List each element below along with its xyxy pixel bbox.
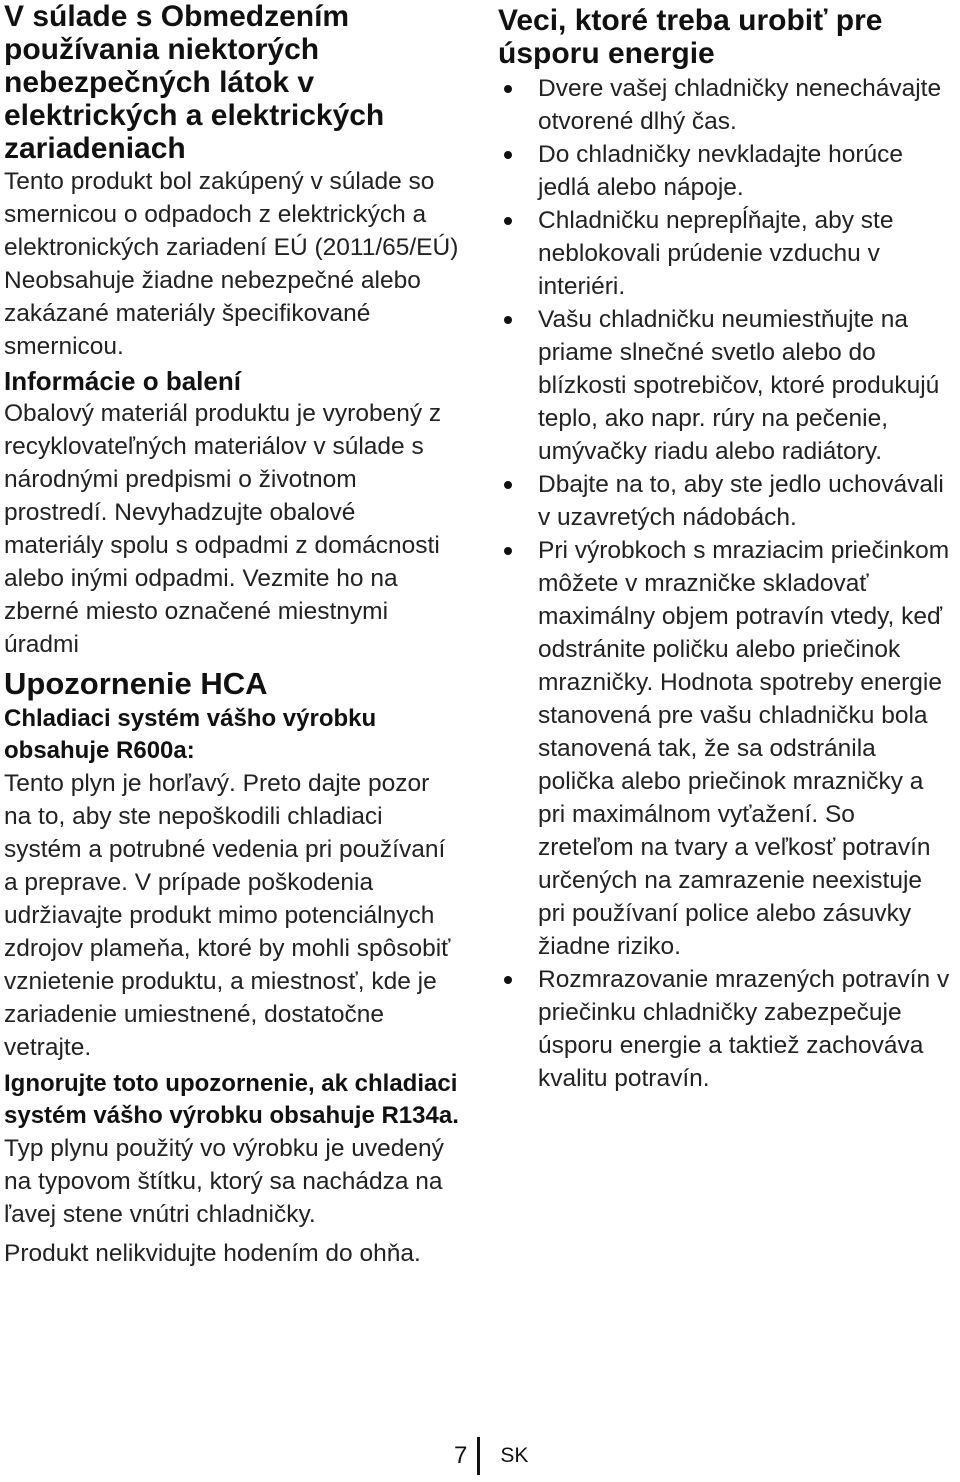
flammable-gas-paragraph: Tento plyn je horľavý. Preto dajte pozor na to, aby ste nepoškodili chladiaci systém a potrubné vedenia pri používaní a preprave. V prípade poškodenia udržiavajte produkt mimo potenciálnych zdrojov plameňa, ktoré by mohli spôsobiť vznietenie produktu, a miestnosť, kde je zariadenie umiestnené, dostatočne vetrajte. — [4, 770, 451, 1061]
list-item: Chladničku neprepĺňajte, aby ste neblokovali prúdenie vzduchu v interiéri. — [498, 204, 956, 303]
bullet-icon — [504, 316, 512, 324]
bullet-icon — [504, 976, 512, 984]
list-item: Dbajte na to, aby ste jedlo uchovávali v uzavretých nádobách. — [498, 468, 956, 534]
hca-warning-heading: Upozornenie HCA — [4, 666, 268, 701]
language-code: SK — [500, 1444, 529, 1467]
bullet-icon — [504, 85, 512, 93]
energy-tips-list — [498, 72, 956, 1095]
page-number: 7 — [454, 1442, 468, 1469]
list-item: Rozmrazovanie mrazených potravín v priečinku chladničky zabezpečuje úsporu energie a taktiež zachováva kvalitu potravín. — [498, 963, 956, 1095]
disposal-paragraph: Produkt nelikvidujte hodením do ohňa. — [4, 1240, 421, 1267]
packaging-paragraph: Obalový materiál produktu je vyrobený z recyklovateľných materiálov v súlade s národnými predpismi o životnom prostredí. Nevyhadzujte obalové materiály spolu s odpadmi z domácnosti alebo inými odpadmi. Vezmite ho na zberné miesto označené miestnymi úradmi — [4, 400, 442, 658]
bullet-icon — [504, 547, 512, 555]
rohs-heading: V súlade s Obmedzením používania niektorých nebezpečných látok v elektrických a elektrických zariadeniach — [4, 0, 385, 165]
energy-saving-heading: Veci, ktoré treba urobiť pre úsporu energie — [498, 4, 883, 70]
packaging-heading: Informácie o balení — [4, 366, 241, 396]
right-column — [498, 0, 956, 1095]
list-item: Dvere vašej chladničky nenechávajte otvorené dlhý čas. — [498, 72, 956, 138]
bullet-icon — [504, 217, 512, 225]
bullet-icon — [504, 151, 512, 159]
gas-type-paragraph: Typ plynu použitý vo výrobku je uvedený na typovom štítku, ktorý sa nachádza na ľavej stene vnútri chladničky. — [4, 1135, 444, 1228]
bullet-icon — [504, 481, 512, 489]
r600a-subheading: Chladiaci systém vášho výrobku obsahuje R600a: — [4, 705, 377, 764]
r134a-subheading: Ignorujte toto upozornenie, ak chladiaci systém vášho výrobku obsahuje R134a. — [4, 1070, 459, 1129]
list-item: Vašu chladničku neumiestňujte na priame slnečné svetlo alebo do blízkosti spotrebičov, ktoré produkujú teplo, ako napr. rúry na pečenie, umývačky riadu alebo radiátory. — [498, 303, 956, 468]
list-item: Pri výrobkoch s mraziacim priečinkom môžete v mrazničke skladovať maximálny objem potravín vtedy, keď odstránite poličku alebo priečinok mrazničky. Hodnota spotreby energie stanovená pre vašu chladničku bola stanovená tak, že sa odstránila polička alebo priečinok mrazničky a pri maximálnom vyťažení. So zreteľom na tvary a veľkosť potravín určených na zamrazenie neexistuje pri používaní police alebo zásuvky žiadne riziko. — [498, 534, 956, 963]
rohs-paragraph: Tento produkt bol zakúpený v súlade so smernicou o odpadoch z elektrických a elektronických zariadení EÚ (2011/65/EÚ) Neobsahuje žiadne nebezpečné alebo zakázané materiály špecifikované smernicou. — [4, 168, 459, 360]
left-column — [4, 0, 459, 1270]
page-footer — [454, 1437, 528, 1475]
list-item: Do chladničky nevkladajte horúce jedlá alebo nápoje. — [498, 138, 956, 204]
